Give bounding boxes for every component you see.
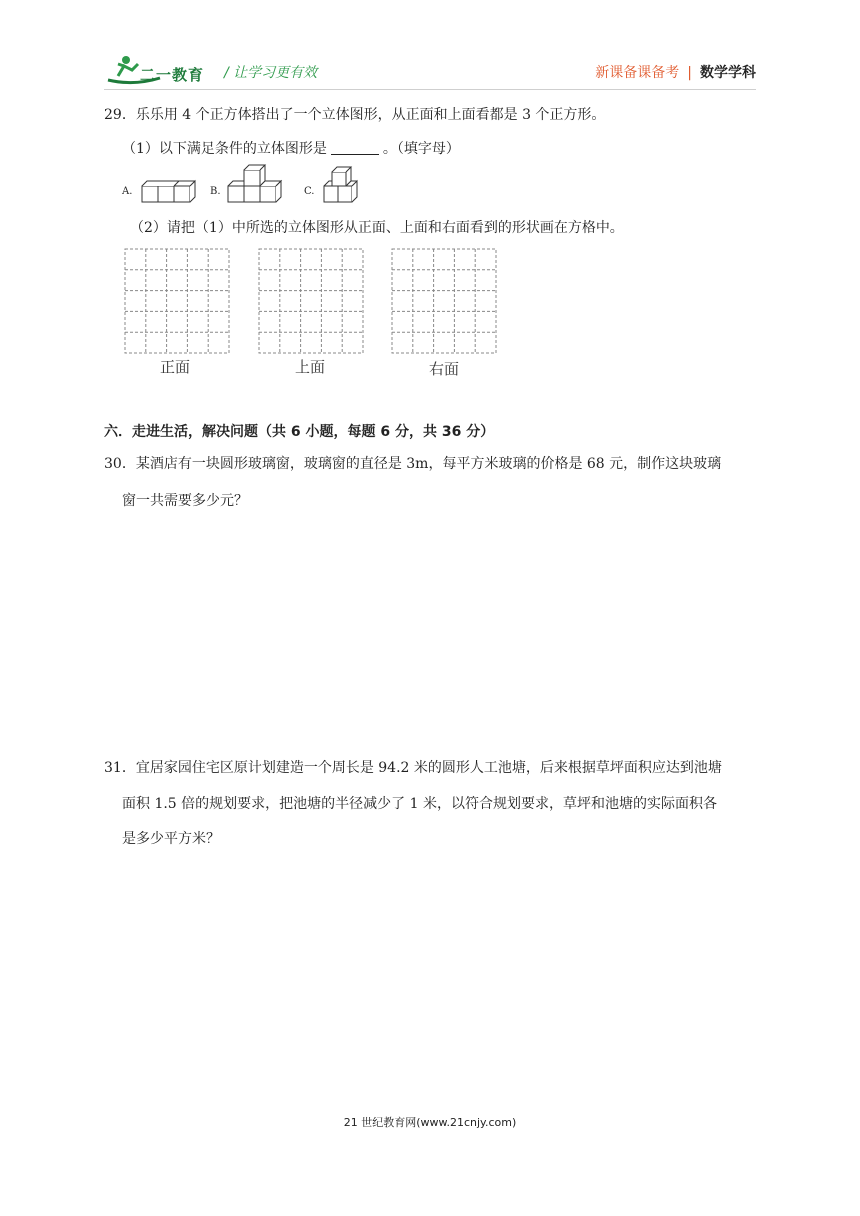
grid-label-right: 右面 <box>429 360 460 378</box>
header-separator: | <box>687 65 692 81</box>
grid-label-top: 上面 <box>295 358 326 376</box>
option-b-label: B. <box>210 186 221 197</box>
answer-blank <box>331 140 379 155</box>
cube-figure-a-icon <box>140 176 196 206</box>
header-right <box>595 62 756 82</box>
grid-front <box>124 248 230 354</box>
header-divider <box>104 89 756 90</box>
q31-line1: 31．宜居家园住宅区原计划建造一个周长是 94.2 米的圆形人工池塘，后来根据草坪面积应达到池塘 <box>104 760 722 776</box>
page-footer: 21 世纪教育网(www.21cnjy.com) <box>343 1116 517 1129</box>
grid-right <box>391 248 497 354</box>
q29-part1 <box>122 139 460 159</box>
q31-line2: 面积 1.5 倍的规划要求，把池塘的半径减少了 1 米，以符合规划要求，草坪和池塘的实际面积各 <box>122 796 717 812</box>
brand-name: 二一教育 <box>140 66 205 84</box>
q31-line3: 是多少平方米？ <box>122 831 220 847</box>
q29-part2: （2）请把（1）中所选的立体图形从正面、上面和右面看到的形状画在方格中。 <box>130 220 624 236</box>
q30-line1: 30．某酒店有一块圆形玻璃窗，玻璃窗的直径是 3m，每平方米玻璃的价格是 68 元，制作这块玻璃 <box>104 456 722 472</box>
brand-slogan: / 让学习更有效 <box>224 65 318 81</box>
grid-label-front: 正面 <box>160 358 191 376</box>
option-a-label: A. <box>122 186 133 197</box>
q29-part1-prefix: （1）以下满足条件的立体图形是 <box>122 141 327 157</box>
header-subject: 数学学科 <box>700 65 756 81</box>
q29-part1-suffix: 。（填字母） <box>382 141 460 157</box>
q29-stem: 29．乐乐用 4 个正方体搭出了一个立体图形，从正面和上面看都是 3 个正方形。 <box>104 107 606 123</box>
option-c-label: C. <box>304 186 315 197</box>
header-course-label: 新课备课备考 <box>595 65 680 81</box>
section-title: 六．走进生活，解决问题（共 6 小题，每题 6 分，共 36 分） <box>104 424 495 440</box>
cube-figure-c-icon <box>320 164 362 208</box>
q30-line2: 窗一共需要多少元？ <box>122 493 248 509</box>
grid-top <box>258 248 364 354</box>
cube-figure-b-icon <box>226 164 284 206</box>
